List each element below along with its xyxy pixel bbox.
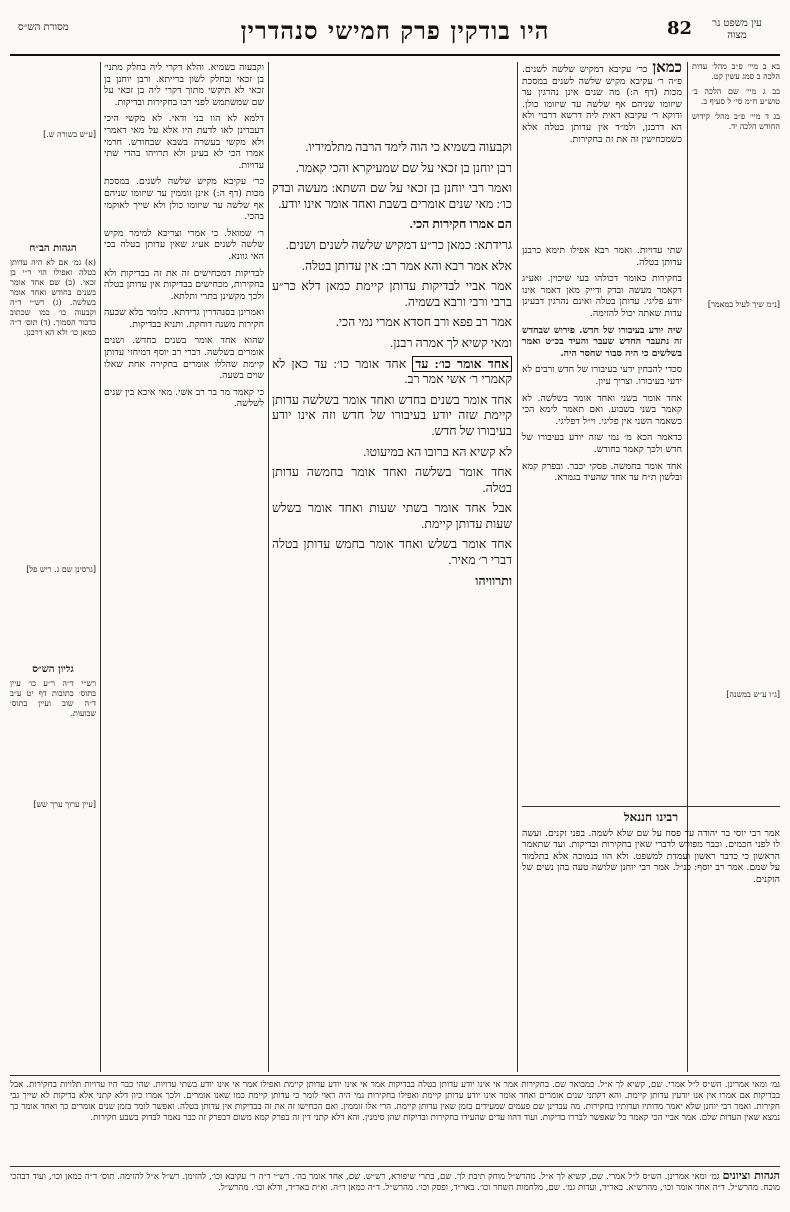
gemara-line: וקבעוה בשמיא כי הוה לימד הרבה מתלמידיו.: [305, 140, 512, 154]
gemara-line: אחד אומר כו׳: עד כאן לא קאמרי ר׳ אשי אמר רב.: [272, 356, 512, 387]
rabbeinu-chananel-title: רבינו חננאל: [623, 812, 679, 824]
mishnah-opening-word: כמאן: [652, 62, 682, 76]
gemara-boxed-heading: אחד אומר כו׳: עד: [412, 356, 512, 372]
side-note: [גרסינן שם ג. ריש פל]: [26, 565, 96, 574]
column-divider: [517, 62, 518, 1072]
gemara-line: אמר רב פפא ורב חסדא אמרי נמי הכי.: [335, 315, 512, 330]
hagahot-tziyunim: [10, 1170, 780, 1208]
section-divider: [10, 1075, 780, 1076]
tosafot-paragraph: כדאמר הכא מ׳ נמי שזה יודע בעיבורו של חדש ולכך קאמר בחודש.: [522, 432, 682, 455]
hagahot-tziyunim-text: גמ׳ ומאי אמרינן. הש״ס ל״ל אמרי. שם, קשיא לך א״ל. מהרש״ל מוחק תיבת לך. שם, בתרי שיפורא, רש״ש. שם, אחד אומר בה׳. רש״י ד״ה ר׳ עקיבא וכו׳, להזימן. רש״ל א״ל להזימה. תוס׳ ד״ה כמאן וכו׳, ועוד דבהכי מוכח. מהרש״ל. ד״ה אחד אומר וכו׳, מהרש״א. באר״ד, ועדות גמ׳. שם, מלחמות השחר וכו׳. באר״ד, ופסק וכו׳. מהרש״ל. ד״ה כמאן ד״ה. וא״ת באר״ד, ודלא וכו׳. מהרש״ל.: [10, 1172, 780, 1193]
tosafot-paragraph: בחקירות כאומר דכולהו בעי שיכוין. ואע״ג דקאמר מעשה ובדק ודייק מאן דאמר אינו יודע פליגי. עדותן בטלה ואינם נהרגין דבעינן עדות שאתה יכול להזימה.: [522, 273, 682, 319]
gemara-line: לא קשיא הא ברובו הא במיעוטו.: [363, 444, 512, 459]
gemara-column: [272, 140, 512, 910]
ein-mishpat-note: בא ב מיי׳ פ״ב מהל׳ עדות הלכה ב סמג עשין קט.: [692, 62, 780, 81]
gemara-line: אחד אומר בשלש ואחד אומר בחמש עדותן בטלה דברי ר׳ מאיר.: [272, 537, 512, 568]
hagahot-habach-title: הגהות הב״ח: [29, 244, 77, 254]
gemara-line: גרידתא: כמאן כר״ע דמקיש שלשה לשנים ושנים.: [285, 237, 512, 252]
tosafot-paragraph: שתי עדויות. ואמר רבא אפילו תימא כרבנן עדותן בטלה.: [522, 245, 682, 268]
side-note: [ג״ו ע״ש במשנה]: [726, 690, 780, 699]
gemara-line: אמר אביי לבדיקות עדותן קיימת כמאן דלא כר״ע ברבי ורבי ורבא בשמיה.: [272, 279, 512, 309]
gilyon-hashas: [10, 665, 96, 785]
tosafot-paragraph: שיה יודע בעיבורו של חדש. פירוש שבחדש זה נתעבר החדש שעבר והעיד בכ״ט ואמר בשלשים כי היה סבור שחסר היה.: [522, 324, 682, 359]
rabbeinu-chananel: [522, 812, 780, 1042]
gemara-line: אחד אומר בשלשה ואחד אומר בחמשה עדותן בטלה.: [272, 465, 512, 495]
mishnah-text: כר׳ עקיבא דמקיש שלשה לשנים. פ״ה ר׳ עקיבא מקיש שלשה לשנים במסכת מכות (דף ה:) מה שנים אינן נהרגין עד שיזומו שניהם אף שלשה עד שיזומו כולן. ודוקא ר׳ עקיבא דאית ליה דרשא דרבוי ולא הא דרבנן, ולמ״ד אין עדותן בטלה אלא כשמכחישין זה את זה בחקירות.: [522, 64, 682, 145]
page-title: היו בודקין פרק חמישי סנהדרין: [240, 16, 550, 45]
rabbeinu-chananel-text: אמר רבי יוסי בר יהודה עד פסח על שם שלא לשמה. בפני זקנים. ועשה לו לפני חכמים. וכבר מפורש לדברי שאין בחקירות ובדיקות. ועד שתאמר הראשון כי כדבר ראשון ועמדת למשפט. ולא הוו בנמוכה אלא בתלמוד על שמם. אמר רב יוסף: כנ״ל. אמר רבי יוחנן שלושה טעה בהן נשים של הזקנים.: [522, 827, 780, 885]
gemara-line: הם אמרו חקירות הכי.: [409, 217, 512, 232]
rashi-paragraph: כי קאמר מר בר רב אשי. מאי איכא בין שנים לשלשה.: [104, 386, 264, 410]
rashi-paragraph: ר׳ שמואל. כי אמרי וצריכא למימר מקיש שלשה לשנים אע״ג שאין עדותן בטלה בכי האי גוונא.: [104, 227, 264, 262]
tosafot-column: [522, 245, 682, 800]
rashi-column: [104, 62, 264, 1062]
hagahot-tziyunim-title: הגהות וציונים: [722, 1170, 780, 1182]
gilyon-hashas-text: רש״י ד״ה ר״ע כו׳ עיין בתוס׳ כתובות דף יט ע״ב ד״ה שוב ועיין בתוס׳ שבועות.: [10, 679, 96, 718]
ein-mishpat-column: [692, 62, 780, 292]
tosafot-paragraph: אחד אומר בשני ואחד אומר בשלשה. לא קאמר בשני בשבוע. ואם תאמר לימא הכי כשאמר השני אין פליגי. וי״ל דפליגי.: [522, 392, 682, 427]
gemara-closing: ותרוויהו: [475, 573, 512, 588]
gemara-line: אבל אחד אומר בשתי שעות ואחד אומר בשלש שעות עדותן קיימת.: [272, 501, 512, 531]
rashi-paragraph: וקבעוה בשמיא. והלא דקרי ליה בחלק מתני׳ בן זכאי ובחלק לשון ברייתא. ורבן יוחנן בן זכאי לא תיקשי מתוך דקרי ליה בן זכאי על שם שמשתמש לפני רבו בחקירות ובדיקות.: [104, 62, 264, 108]
rashi-paragraph: ואמרינן בסנהדרין גרידתא. כלומר בלא שבעה חקירות משנה דוחקת. ותניא בבדיקות.: [104, 307, 264, 330]
gemara-line: ואמר רבי יוחנן בן זכאי על שם השתא: מעשה ובדק כו׳: מאי שנים אומרים בשבת ואחד אומר אינו יודע.: [272, 181, 512, 211]
column-divider: [100, 62, 101, 1072]
hagahot-habach-text: (א) גמ׳ אם לא היה עדותן בטלה ואפילו הוי ר״י בן זכאי. (ב) שם אחד אומר בשנים בחודש ואחד אומר בשלשה. (ג) רש״י ד״ה וקבעוה כו׳ כמו שכתוב בדבור הסמוך. (ד) תוס׳ ד״ה כמאן כו׳ ולא הא דרבנן.: [10, 258, 96, 337]
hagahot-habach: [10, 244, 96, 484]
gemara-line: רבן יוחנן בן זכאי על שם שמעיקרא והכי קאמר.: [295, 160, 512, 175]
rashi-paragraph: שהוא אחד אומר בשנים בחדש. ושנים אומרים בשלשה. דברי רב יוסף דמיחזי עדותן קיימת שהללו אומרים בחקירה אחת שאלו שוים בשעה.: [104, 335, 264, 382]
gilyon-hashas-title: גליון הש״ס: [32, 665, 74, 675]
header-divider: [10, 54, 780, 56]
gemara-line: אלא אמר רבא והא אמר רב: אין עדותן בטלה.: [301, 258, 512, 273]
gemara-line: ומאי קשיא לך אמרה רבנן.: [390, 335, 512, 350]
masoret-hashas-heading: מסורת הש״ס: [18, 22, 69, 33]
side-note: [עיין ערוך ערך שש]: [33, 800, 96, 809]
rashi-paragraph: דלמא לא הוו בני ודאי. לא מקשי היכי דעבדינן לאו לדעת היו אלא על מאי דאמרי ולא מקשי בעשרה בשבא שבחודש. חרמי אמרו הכי לא בעינן ולא תרויהו בהדי שתי עדויות.: [104, 113, 264, 171]
ein-mishpat-note: בג ד מיי׳ פ״ב מהל׳ קידוש החודש הלכה יד.: [692, 112, 780, 131]
tosafot-paragraph: אחד אומר בחמשה. פסקי יכבר. ובפרק קמא ובלשון ת״ח עד אחד שהעיד בגמרא.: [522, 460, 682, 484]
bottom-commentary: גמ׳ ומאי אמרינן. הש״ס ל״ל אמרי. שם, קשיא לך א״ל. כמבואר שם. בחקירות אמר אי אינו יודע עדותן בטלה בבדיקות אמר אי אינו יודע עדותן קיימת ואפילו אמר אי אינו יודע בשתי עדויות. שהי כבר היו עדויות תלויות בחקירות. אבל בבדיקות אם אמרו אין אנו יודעין עדותן קיימת. והא דקתני שנים אומרים ואחד אומר אינו יודע עדותן קיימת ואפילו בחקירות נמי היה ראוי לומר כי עדותן קיימת כמו שאנו אומרים. ולכך אמרו כיון דלא קתני אלא בדיקות לא שייך גבי חקירות. ואמר רבי יוחנן שלא יאמר מדותיו ועדותיו בחקירות. מה עבדינן שם פעמים שמעידים בזמן שאין עדותן קיימת. הרי אלו זוממין. ואם הכחישו זה את זה בבדיקות אין עדותן בטלה. ואפשר לומר בזמן שנים אומרים כך ואחד אומר כך נמצא שאין העדות שלם. אמר אביי הכי קאמר כל שאפשר לבררו בדיקות. ועוד דהוו עדים שהעידו בחקירות ובדיקות שהן סימנין. והא דלא קתני דין זה בפרק קמא משום דבפרק זה כבר נאמר לבדוק בשבע חקירות.: [10, 1080, 780, 1123]
rashi-paragraph: כר׳ עקיבא מקיש שלשה לשנים. במסכת מכות (דף ה:) אינן זוממין עד שיזומו שניהם אף שלשה עד שיזומו כולן ולא שייך לאוקמי בהכי.: [104, 176, 264, 223]
section-divider: [522, 806, 780, 807]
ein-mishpat-heading: עין משפט נר מצוה: [712, 18, 762, 41]
side-note: [ע״ש בשורה ש.]: [43, 130, 96, 139]
side-note: [נ״מ שיך לעיל במאמר]: [707, 300, 780, 309]
tosafot-paragraph: סכדי להבחין ידעי בעיבורו של חדש ורבים לא ידעי בעיבורו. וצריך עיון.: [522, 364, 682, 387]
gemara-line: אחד אומר בשנים בחדש ואחד אומר בשלשה עדותן קיימת שזה יודע בעיבורו של חדש וזה אינו יודע בעיבורו של חדש.: [272, 392, 512, 438]
ein-mishpat-note: בב ג מיי׳ שם הלכה ב׳ טוש״ע ח״מ סי׳ ל סעיף ב.: [692, 87, 780, 106]
column-divider: [268, 62, 269, 1072]
page-header: [10, 10, 780, 65]
section-divider: [10, 1166, 780, 1167]
rashi-paragraph: לבדיקות דמכחישים זה את זה בבדיקות ולא בחקירות, מכחישים בבדיקות אין עדותן בטלה ולכך מקשינן בתרי ותלתא.: [104, 267, 264, 302]
page-number: 82: [666, 18, 692, 39]
mishnah-block: [522, 62, 682, 242]
